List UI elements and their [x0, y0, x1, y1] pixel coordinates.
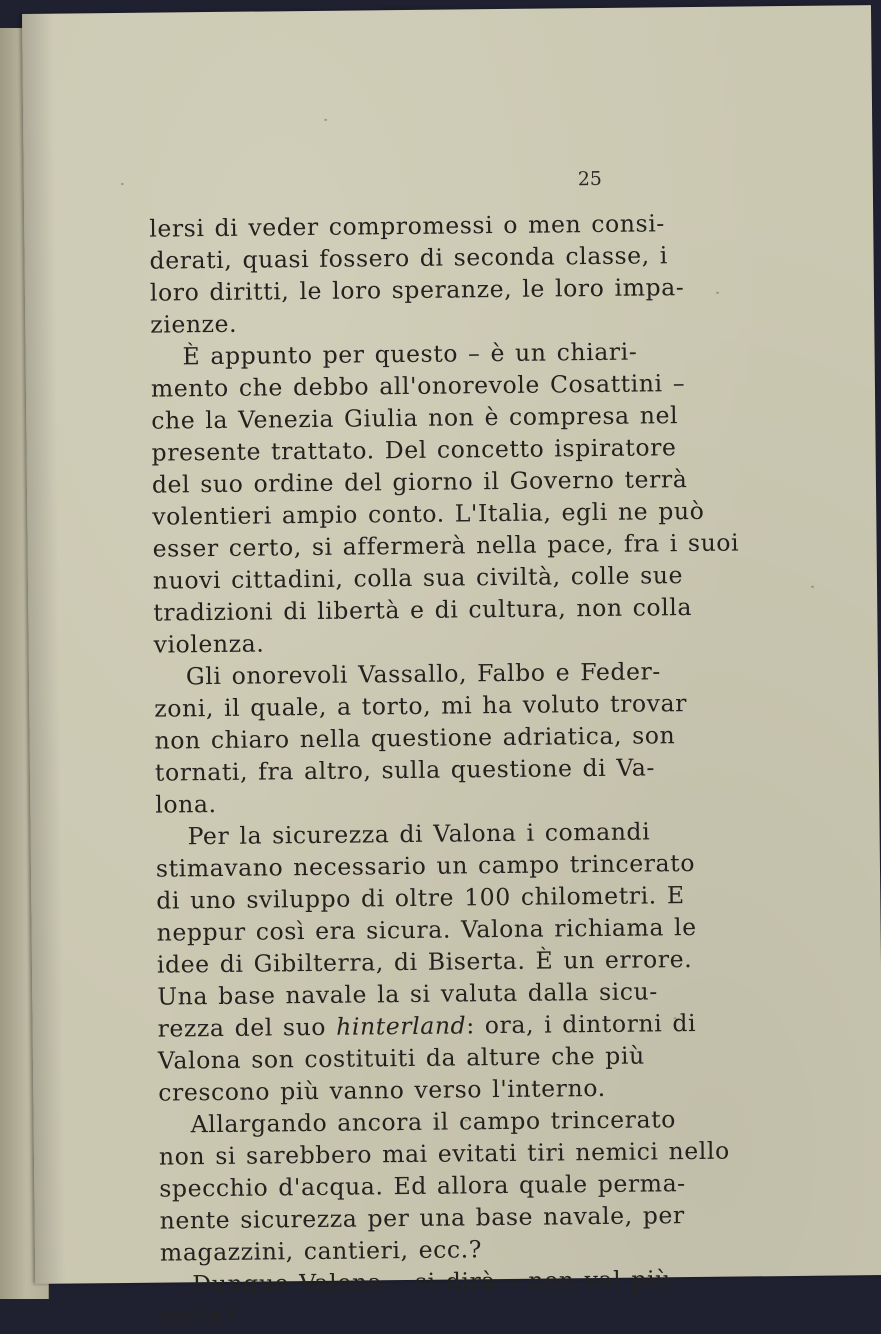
text-line: Gli onorevoli Vassallo, Falbo e Feder-	[185, 657, 662, 691]
text-line-with-italic: rezza del suo hinterland: ora, i dintorni di	[157, 1008, 697, 1043]
page-number: 25	[577, 167, 603, 191]
text-line: Valona son costituiti da alture che più	[157, 1041, 645, 1075]
paper-speck	[465, 1119, 468, 1121]
paper-speck	[121, 183, 124, 185]
text-line: non chiaro nella questione adriatica, son	[154, 721, 676, 755]
text-line: magazzini, cantieri, ecc.?	[159, 1235, 483, 1267]
paper-speck	[674, 1017, 677, 1019]
text-line: lona.	[155, 790, 217, 819]
body-text	[149, 208, 740, 1333]
text-line: È appunto per questo – è un chiari-	[182, 337, 638, 371]
text-line: nente sicurezza per una base navale, per	[159, 1201, 685, 1235]
text-line: lersi di veder compromessi o men consi-	[149, 209, 666, 243]
paper-speck	[324, 119, 327, 121]
text-line: Una base navale la si valuta dalla sicu-	[157, 977, 658, 1011]
text-line: zienze.	[150, 309, 238, 339]
text-line: esser certo, si affermerà nella pace, fra i suoi	[152, 528, 740, 563]
text-line: derati, quasi fossero di seconda classe, i	[149, 241, 669, 275]
paper-speck	[811, 586, 814, 588]
text-line: di uno sviluppo di oltre 100 chilometri. E	[156, 881, 685, 915]
paragraph-6	[160, 1264, 672, 1333]
book-page	[22, 5, 881, 1331]
text-line: stimavano necessario un campo trincerato	[155, 848, 696, 883]
text-line: zoni, il quale, a torto, mi ha voluto trovar	[154, 689, 688, 723]
paragraph-3	[154, 656, 688, 821]
text-line: violenza.	[153, 629, 265, 659]
text-line: loro diritti, le loro speranze, le loro impa-	[149, 273, 685, 307]
text-line: non si sarebbero mai evitati tiri nemici nello	[158, 1136, 730, 1171]
text-line: Dunque Valona – si dirà – non val più	[192, 1265, 672, 1299]
text-line: Per la sicurezza di Valona i comandi	[187, 817, 651, 851]
text-line: nulla?	[160, 1301, 237, 1331]
text-line: Allargando ancora il campo trincerato	[190, 1105, 677, 1139]
paragraph-4	[155, 816, 697, 1109]
text-line: del suo ordine del giorno il Governo terrà	[151, 465, 688, 499]
text-line: presente trattato. Del concetto ispiratore	[151, 433, 677, 467]
text-line: che la Venezia Giulia non è compresa nel	[151, 401, 679, 435]
text-line: idee di Gibilterra, di Biserta. È un errore.	[156, 945, 693, 979]
text-line: crescono più vanno verso l'interno.	[158, 1073, 606, 1107]
text-line: neppur così era sicura. Valona richiama le	[156, 912, 697, 947]
paragraph-1	[149, 208, 685, 341]
text-line: mento che debbo all'onorevole Cosattini –	[150, 369, 686, 403]
text-line: tornati, fra altro, sulla questione di Va-	[154, 753, 656, 787]
text-line: tradizioni di libertà e di cultura, non colla	[153, 593, 693, 627]
text-line: specchio d'acqua. Ed allora quale perma-	[159, 1169, 686, 1203]
text-line: nuovi cittadini, colla sua civiltà, colle sue	[152, 561, 684, 595]
italic-term: hinterland	[336, 1011, 467, 1041]
paragraph-2	[150, 336, 740, 661]
paragraph-5	[158, 1104, 730, 1269]
text-line: volentieri ampio conto. L'Italia, egli ne può	[152, 496, 705, 531]
paper-speck	[716, 292, 719, 294]
